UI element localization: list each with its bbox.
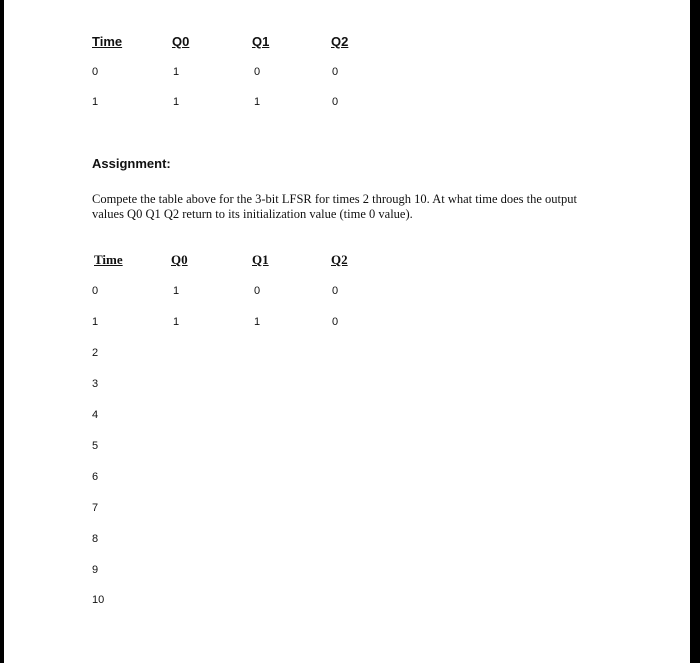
table2-time-cell: 9: [92, 564, 99, 576]
table1-cell: 1: [254, 96, 261, 108]
table2-cell: 1: [173, 285, 180, 297]
table2-cell: 1: [254, 316, 261, 328]
document-page: [4, 0, 690, 663]
table1-cell: 1: [92, 96, 99, 108]
table2-time-cell: 2: [92, 347, 99, 359]
table2-time-cell: 7: [92, 502, 99, 514]
table2-cell: 0: [92, 285, 99, 297]
table2-header-q2: Q2: [331, 252, 348, 267]
table2-header-q0: Q0: [171, 252, 188, 267]
table2-time-cell: 8: [92, 533, 99, 545]
table2-time-cell: 6: [92, 471, 99, 483]
table1-cell: 1: [173, 66, 180, 78]
table1-header-q0: Q0: [172, 34, 190, 49]
table2-header-time: Time: [94, 252, 123, 267]
table2-cell: 1: [92, 316, 99, 328]
table1-header-time: Time: [92, 34, 123, 49]
table2-time-cell: 5: [92, 440, 99, 452]
table2-time-cell: 10: [92, 594, 105, 606]
table2-cell: 0: [254, 285, 261, 297]
table1-header-q1: Q1: [252, 34, 270, 49]
assignment-text: [92, 192, 652, 222]
assignment-heading: Assignment:: [92, 156, 171, 171]
assignment-line-1: Compete the table above for the 3-bit LFSR for times 2 through 10. At what time does the output: [92, 192, 577, 206]
table1-cell: 0: [254, 66, 261, 78]
table1-cell: 1: [173, 96, 180, 108]
table1-cell: 0: [332, 66, 339, 78]
table1-cell: 0: [92, 66, 99, 78]
assignment-line-2: values Q0 Q1 Q2 return to its initialization value (time 0 value).: [92, 207, 413, 221]
table2-time-cell: 4: [92, 409, 99, 421]
table2-time-cell: 3: [92, 378, 99, 390]
table1-cell: 0: [332, 96, 339, 108]
table2-cell: 0: [332, 285, 339, 297]
table2-cell: 0: [332, 316, 339, 328]
table2-cell: 1: [173, 316, 180, 328]
table2-header-q1: Q1: [252, 252, 269, 267]
table1-header-q2: Q2: [331, 34, 349, 49]
